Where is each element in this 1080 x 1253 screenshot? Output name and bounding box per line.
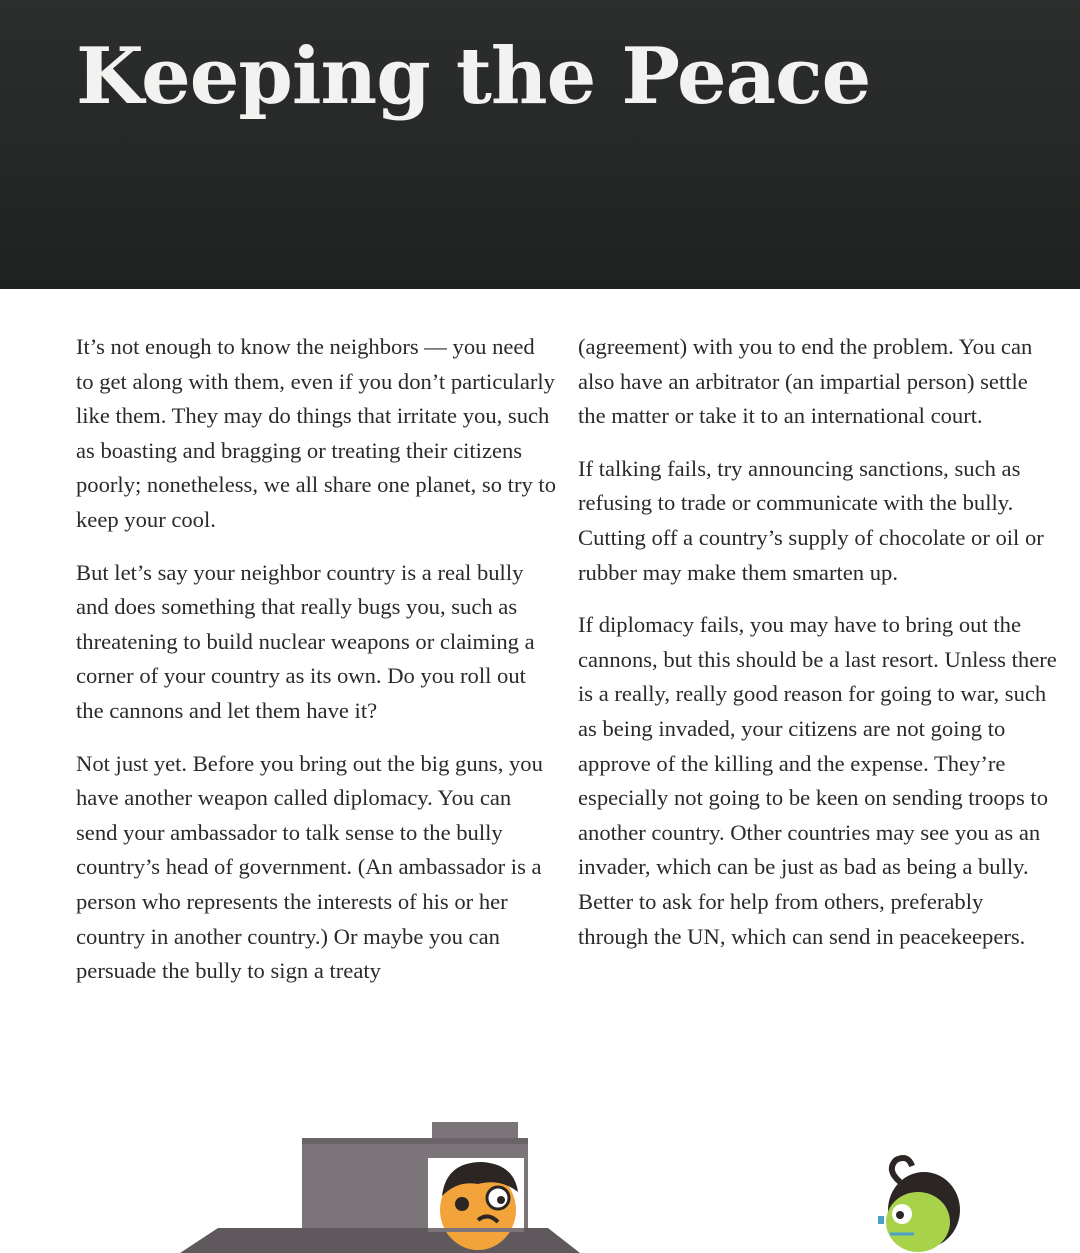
paragraph: It’s not enough to know the neighbors — you need to get along with them, even if you don’t particularly like them. They may do things that irritate you, such as boasting and bragging or treating their citizens poorly; nonetheless, we all share one planet, so try to keep your cool.: [76, 334, 556, 532]
text-column-left: [76, 330, 556, 1007]
building-icon: [180, 1122, 580, 1253]
green-character-icon: [878, 1158, 960, 1252]
header-band: [0, 0, 1080, 289]
paragraph: Not just yet. Before you bring out the big guns, you have another weapon called diplomacy. You can send your ambassador to talk sense to the bully country’s head of government. (An ambassador is a person who represents the interests of his or her country in another country.) Or maybe you can persuade the bully to sign a treaty: [76, 750, 543, 984]
paragraph: (agreement) with you to end the problem. You can also have an arbitrator (an impartial person) settle the matter or take it to an international court.: [578, 334, 1033, 429]
paragraph: If talking fails, try announcing sanctions, such as refusing to trade or communicate with the bully. Cutting off a country’s supply of chocolate or oil or rubber may make them smarten up.: [578, 455, 1044, 585]
paragraph: But let’s say your neighbor country is a real bully and does something that really bugs you, such as threatening to build nuclear weapons or claiming a corner of your country as its own. Do you roll out the cannons and let them have it?: [76, 559, 535, 723]
text-column-right: [578, 330, 1058, 972]
bottom-illustration: [0, 1100, 1080, 1253]
paragraph: If diplomacy fails, you may have to bring out the cannons, but this should be a last resort. Unless there is a really, really good reason for going to war, such as being invaded, your citizens are not going to approve of the killing and the expense. They’re especially not going to be keen on sending troops to another country. Other countries may see you as an invader, which can be just as bad as being a bully. Better to ask for help from others, preferably through the UN, which can send in peacekeepers.: [578, 612, 1057, 949]
page-title: Keeping the Peace: [76, 31, 871, 122]
